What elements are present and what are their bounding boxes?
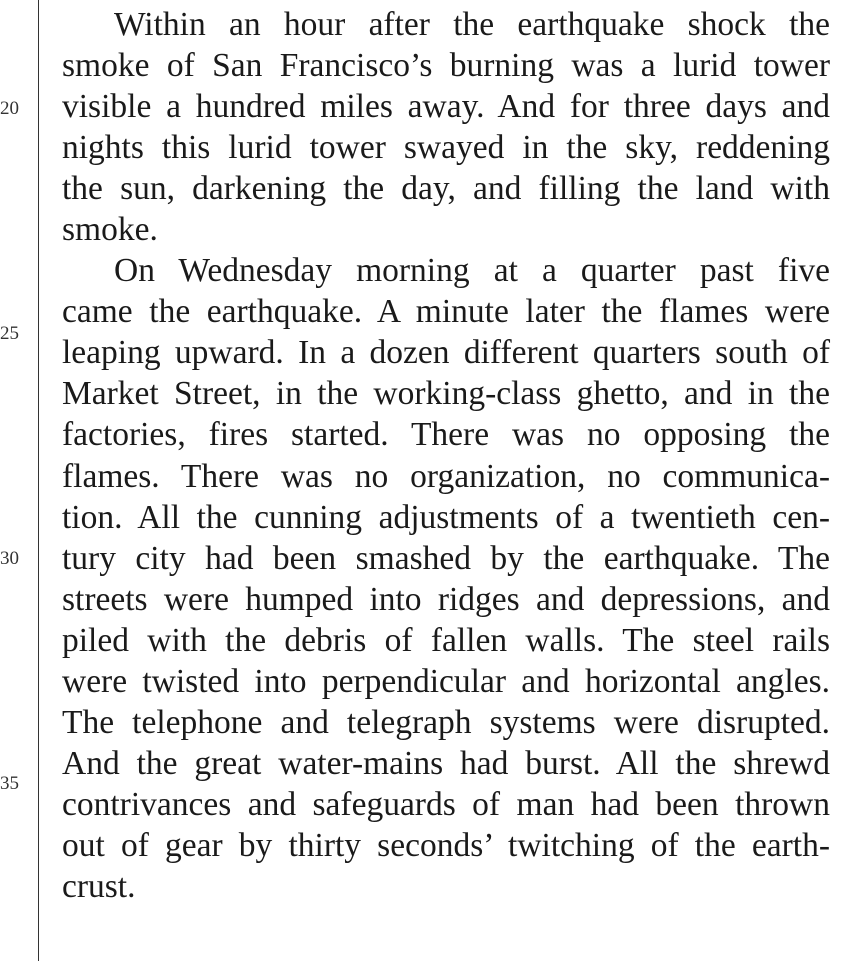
passage-line: the sun, darkening the day, and filling the land with [62, 170, 830, 208]
passage-line: streets were humped into ridges and depressions, and [62, 580, 830, 618]
passage-line: The telephone and telegraph systems were disrupted. [62, 703, 830, 741]
passage-line: Within an hour after the earthquake shock the [114, 6, 830, 43]
passage-line: came the earthquake. A minute later the flames were [62, 293, 830, 331]
passage-line: factories, fires started. There was no opposing the [62, 416, 830, 454]
passage-line: piled with the debris of fallen walls. The steel rails [62, 621, 830, 659]
passage-line: tury city had been smashed by the earthquake. The [62, 539, 830, 577]
passage-line: leaping upward. In a dozen different quarters south of [62, 334, 830, 372]
passage-line: nights this lurid tower swayed in the sky, reddening [62, 129, 830, 167]
passage-line: were twisted into perpendicular and horizontal angles. [62, 662, 830, 700]
passage-line: smoke. [62, 211, 158, 249]
passage-line: visible a hundred miles away. And for three days and [62, 88, 830, 126]
passage-text [62, 4, 830, 907]
passage-line: Market Street, in the working-class ghetto, and in the [62, 375, 830, 413]
passage-line: smoke of San Francisco’s burning was a lurid tower [62, 47, 830, 85]
line-number-35: 35 [0, 773, 19, 794]
passage-line: On Wednesday morning at a quarter past five [114, 252, 830, 290]
passage-line: out of gear by thirty seconds’ twitching of the earth- [62, 826, 830, 864]
passage-line: crust. [62, 867, 136, 905]
passage-line: tion. All the cunning adjustments of a twentieth cen- [62, 498, 830, 536]
passage-line: And the great water-mains had burst. All the shrewd [62, 744, 830, 782]
line-number-20: 20 [0, 98, 19, 119]
passage-line: contrivances and safeguards of man had been thrown [62, 785, 830, 823]
passage-line: flames. There was no organization, no communica- [62, 457, 830, 495]
line-number-30: 30 [0, 548, 19, 569]
line-number-25: 25 [0, 323, 19, 344]
